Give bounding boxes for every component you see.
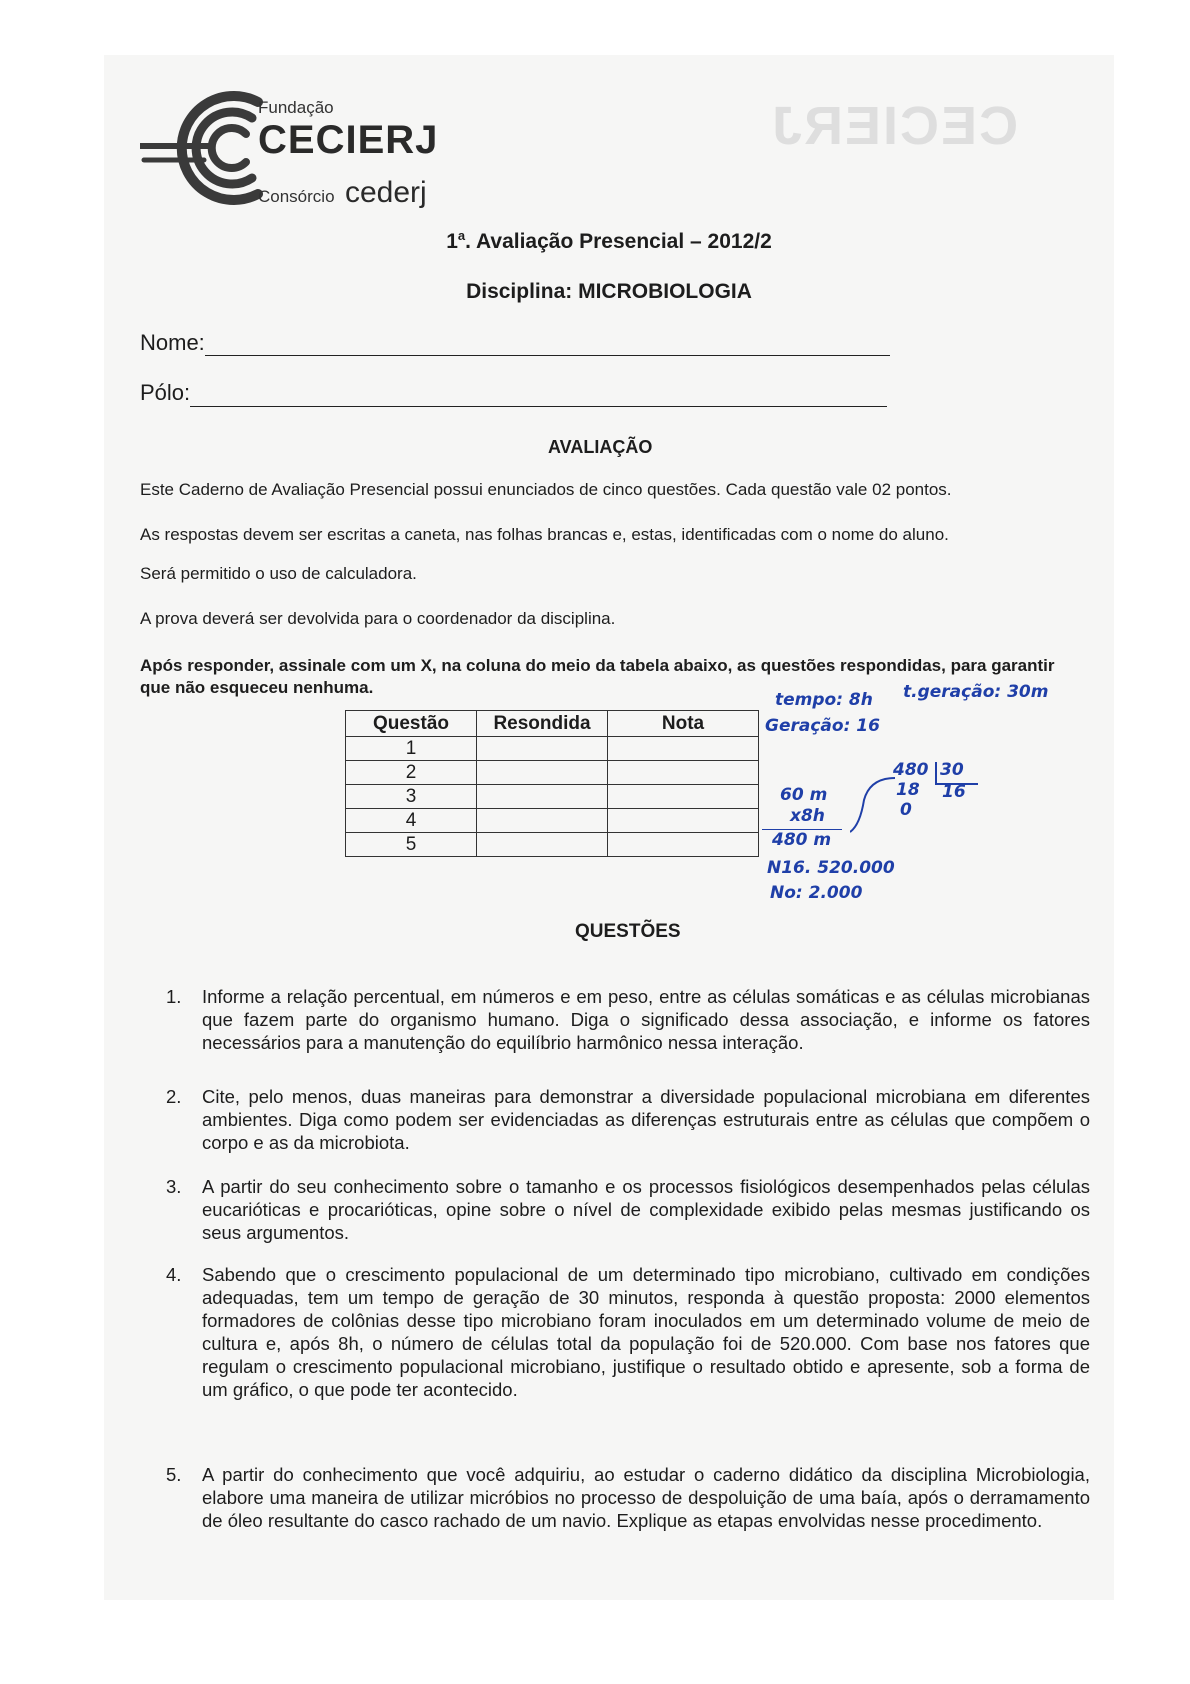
table-row [346, 833, 759, 857]
discipline-title: Disciplina: MICROBIOLOGIA [466, 280, 752, 303]
hand-no: No: 2.000 [770, 883, 863, 903]
hand-div-c: 18 [896, 780, 920, 800]
cell-nota [608, 785, 759, 809]
question-number: 5. [166, 1464, 182, 1485]
answer-table [345, 710, 759, 857]
hand-geracao: Geração: 16 [765, 716, 880, 736]
question-number: 4. [166, 1264, 182, 1285]
cell-questao: 5 [346, 833, 477, 857]
questoes-heading: QUESTÕES [575, 921, 681, 942]
question-number: 2. [166, 1086, 182, 1107]
logo-fundacao: Fundação [258, 98, 334, 117]
hand-tgeracao: t.geração: 30m [903, 682, 1049, 702]
hand-calc-b: x8h [790, 806, 825, 826]
cell-respondida[interactable] [477, 785, 608, 809]
cell-nota [608, 809, 759, 833]
question-text: Informe a relação percentual, em números e em peso, entre as células somáticas e as células microbianas que fazem parte do organismo humano. Diga o significado dessa associação, e informe os fatores necessários para a manutenção do equilíbrio harmônico nessa interação. [202, 986, 1090, 1053]
hand-n: N16. 520.000 [767, 858, 895, 878]
question-item [166, 985, 1090, 1054]
cell-respondida[interactable] [477, 809, 608, 833]
question-number: 3. [166, 1176, 182, 1197]
question-text: Cite, pelo menos, duas maneiras para demonstrar a diversidade populacional microbiana em diferentes ambientes. Diga como podem ser evidenciadas as diferenças estruturais entre as células que compõem o corpo e as da microbiota. [202, 1086, 1090, 1153]
cell-respondida[interactable] [477, 737, 608, 761]
question-item [166, 1263, 1090, 1401]
polo-line[interactable] [190, 406, 887, 407]
cell-questao: 1 [346, 737, 477, 761]
avaliacao-paragraph: Este Caderno de Avaliação Presencial possui enunciados de cinco questões. Cada questão vale 02 pontos. [140, 480, 952, 499]
hand-div-d: 16 [942, 782, 966, 802]
table-header-row [346, 711, 759, 737]
hand-div-b: 30 [940, 760, 964, 780]
cell-questao: 4 [346, 809, 477, 833]
col-nota: Nota [608, 711, 759, 737]
cell-questao: 3 [346, 785, 477, 809]
bleed-through-logo: CECIERJ [770, 96, 1019, 156]
hand-calc-c: 480 m [772, 830, 832, 850]
logo-cederj: cederj [345, 176, 427, 209]
hand-div-a: 480 [893, 760, 929, 780]
instruction-text: Após responder, assinale com um X, na coluna do meio da tabela abaixo, as questões respondidas, para garantir que não esqueceu nenhuma. [140, 656, 1055, 697]
table-row [346, 785, 759, 809]
polo-label: Pólo: [140, 380, 191, 405]
hand-tempo: tempo: 8h [775, 690, 873, 710]
avaliacao-heading: AVALIAÇÃO [548, 437, 653, 457]
avaliacao-paragraph: As respostas devem ser escritas a caneta, nas folhas brancas e, estas, identificadas com o nome do aluno. [140, 525, 949, 544]
cell-nota [608, 761, 759, 785]
cell-questao: 2 [346, 761, 477, 785]
table-row [346, 737, 759, 761]
logo-name: CECIERJ [258, 118, 439, 162]
hand-bracket [850, 770, 900, 840]
avaliacao-paragraph: Será permitido o uso de calculadora. [140, 564, 417, 583]
hand-div-e: 0 [900, 800, 912, 820]
question-item [166, 1175, 1090, 1244]
nome-line[interactable] [205, 355, 890, 356]
cell-respondida[interactable] [477, 833, 608, 857]
cell-respondida[interactable] [477, 761, 608, 785]
logo-consorcio: Consórcio [258, 187, 335, 206]
exam-title: 1$^a$. Avaliação Presencial – 2012/2 [446, 228, 772, 253]
question-item [166, 1463, 1090, 1532]
table-row [346, 761, 759, 785]
question-text: A partir do seu conhecimento sobre o tamanho e os processos fisiológicos desempenhados pelas células eucarióticas e procarióticas, opine sobre o nível de complexidade exibido pelas mesmas justificando os seus argumentos. [202, 1176, 1090, 1243]
avaliacao-paragraph: A prova deverá ser devolvida para o coordenador da disciplina. [140, 609, 616, 628]
nome-label: Nome: [140, 330, 205, 355]
cell-nota [608, 833, 759, 857]
question-item [166, 1085, 1090, 1154]
table-row [346, 809, 759, 833]
question-text: Sabendo que o crescimento populacional de um determinado tipo microbiano, cultivado em condições adequadas, tem um tempo de geração de 30 minutos, responda à questão proposta: 2000 elementos formadores de colônias desse tipo microbiano foram inoculados em um determinado volume de meio de cultura e, após 8h, o número de células total da população foi de 520.000. Com base nos fatores que regulam o crescimento populacional microbiano, justifique o resultado obtido e apresente, sob a forma de um gráfico, o que pode ter acontecido. [202, 1264, 1090, 1400]
question-number: 1. [166, 986, 182, 1007]
hand-calc-a: 60 m [780, 785, 828, 805]
col-respondida: Resondida [477, 711, 608, 737]
question-text: A partir do conhecimento que você adquiriu, ao estudar o caderno didático da disciplina Microbiologia, elabore uma maneira de utilizar micróbios no processo de despoluição de uma baía, após o derramamento de óleo resultante do casco rachado de um navio. Explique as etapas envolvidas nesse procedimento. [202, 1464, 1090, 1531]
col-questao: Questão [346, 711, 477, 737]
cell-nota [608, 737, 759, 761]
